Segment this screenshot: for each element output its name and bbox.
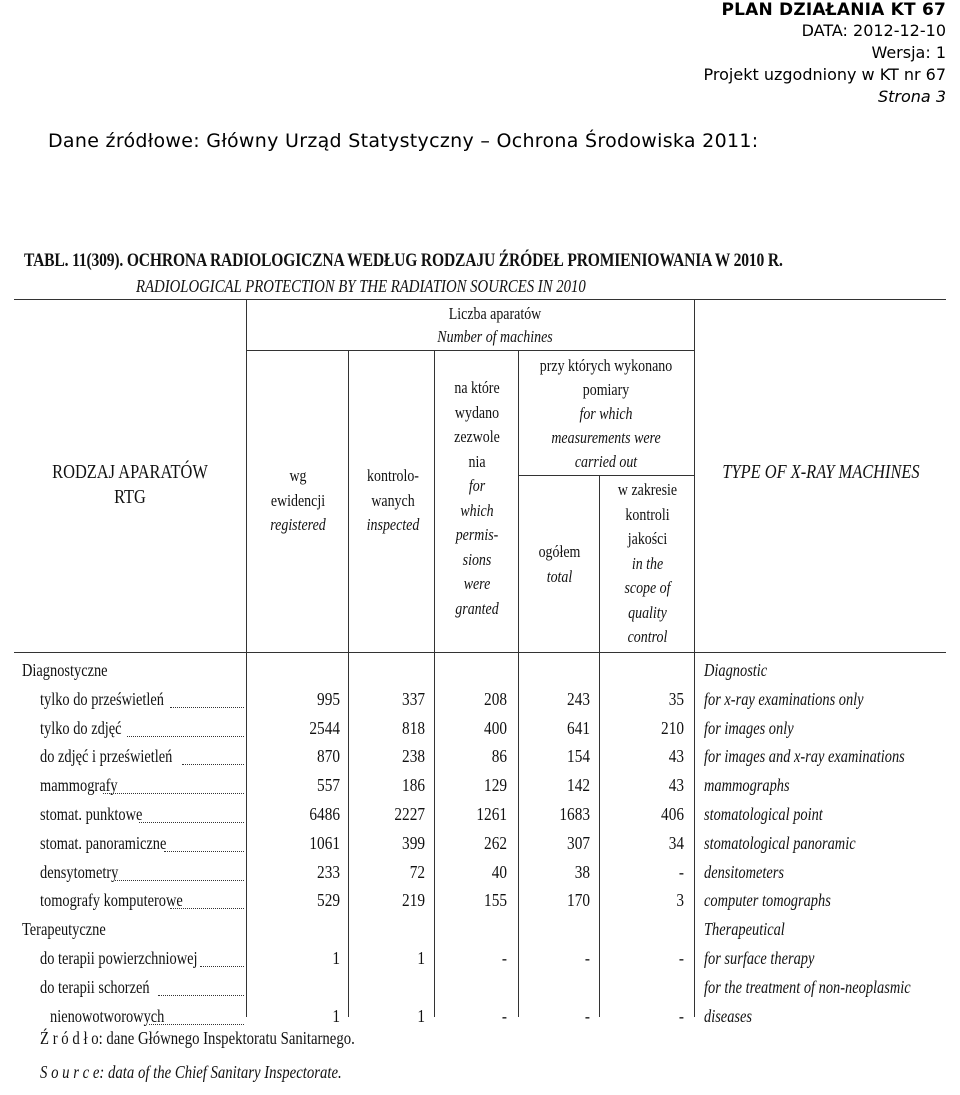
row-label-en: for images only	[704, 717, 794, 738]
table-row	[0, 977, 960, 1006]
leader-dots	[115, 879, 244, 881]
col-perm-l3: zezwole	[454, 427, 500, 446]
cell-value: 142	[567, 775, 590, 796]
table-row	[0, 948, 960, 977]
row-label-en: for the treatment of non-neoplasmic	[704, 976, 911, 997]
row-label: do terapii schorzeń	[40, 976, 150, 997]
row-label: tylko do zdjęć	[40, 717, 122, 738]
document-date: DATA: 2012-12-10	[801, 21, 946, 40]
col-meas-l1: przy których wykonano	[539, 356, 673, 375]
cell-value: 6486	[309, 804, 340, 824]
col-quality	[609, 478, 685, 650]
top-rule	[14, 299, 946, 300]
cell-value: 818	[402, 717, 425, 738]
cell-value: -	[678, 1005, 684, 1026]
col-perm-l6: which	[460, 500, 494, 520]
row-label-en: diseases	[704, 1005, 752, 1026]
col-group-header	[393, 302, 598, 348]
leader-dots	[139, 821, 244, 823]
col-perm-l8: sions	[462, 549, 492, 569]
col-measured-group	[529, 354, 683, 474]
col-perm-l1: na które	[454, 378, 500, 397]
row-label-en: stomatological panoramic	[704, 832, 856, 853]
cell-value: 155	[484, 890, 507, 911]
col-qual-l5: scope of	[624, 578, 671, 597]
col-total-l2: total	[546, 566, 573, 586]
cell-value: 399	[402, 832, 425, 853]
cell-value: 1	[417, 1005, 425, 1026]
cell-value: 238	[402, 746, 425, 767]
measured-rule	[518, 475, 694, 476]
cell-value: 170	[567, 890, 590, 911]
cell-value: -	[678, 948, 684, 968]
cell-value: -	[584, 1005, 590, 1026]
row-label-en: for surface therapy	[704, 948, 815, 968]
col-meas-l4: measurements were	[551, 428, 661, 447]
col-qual-l7: control	[627, 627, 668, 646]
col-inspected-l1: kontrolo-	[367, 466, 419, 485]
row-label-en: for x-ray examinations only	[704, 688, 864, 709]
table-row	[0, 718, 960, 747]
row-label: tomografy komputerowe	[40, 890, 183, 911]
row-label: nienowotworowych	[50, 1005, 165, 1026]
row-label-en: stomatological point	[704, 804, 823, 824]
col-group-pl: Liczba aparatów	[448, 304, 542, 323]
row-label: do terapii powierzchniowej	[40, 948, 198, 968]
plan-title: PLAN DZIAŁANIA KT 67	[721, 0, 946, 20]
col-qual-l4: in the	[631, 553, 664, 573]
col-permissions	[443, 376, 510, 621]
col-perm-l4: nia	[468, 451, 486, 471]
cell-value: 529	[317, 890, 340, 911]
leader-dots	[149, 1023, 244, 1025]
col-qual-l2: kontroli	[625, 504, 670, 524]
cell-value: 406	[661, 804, 684, 824]
table-row	[0, 775, 960, 804]
table-subtitle: RADIOLOGICAL PROTECTION BY THE RADIATION SOURCES IN 2010	[136, 276, 586, 296]
row-label-en: Therapeutical	[704, 919, 785, 940]
leader-dots	[182, 763, 244, 765]
col-registered-l3: registered	[270, 515, 326, 534]
col-perm-l9: were	[463, 574, 491, 593]
cell-value: 400	[484, 717, 507, 738]
leader-dots	[164, 850, 244, 852]
cell-value: 307	[567, 832, 590, 853]
col-perm-l2: wydano	[454, 402, 500, 422]
row-label: do zdjęć i prześwietleń	[40, 746, 173, 767]
scanned-table	[0, 222, 960, 1095]
cell-value: 1061	[309, 832, 340, 853]
cell-value: 243	[567, 688, 590, 709]
cell-value: 72	[409, 861, 425, 882]
cell-value: 1	[417, 948, 425, 968]
col-perm-l5: for	[468, 476, 486, 495]
source-note-en: S o u r c e: data of the Chief Sanitary Inspectorate.	[40, 1062, 342, 1082]
header-bottom-rule	[14, 652, 946, 653]
table-row	[0, 746, 960, 775]
section-label: Terapeutyczne	[22, 919, 106, 940]
table-row	[0, 833, 960, 862]
cell-value: 34	[668, 832, 684, 853]
row-label: stomat. punktowe	[40, 804, 143, 824]
cell-value: 43	[668, 746, 684, 767]
cell-value: -	[584, 948, 590, 968]
cell-value: 154	[567, 746, 590, 767]
row-label-en: densitometers	[704, 861, 784, 882]
cell-value: -	[501, 948, 507, 968]
col-qual-l3: jakości	[627, 529, 668, 548]
cell-value: 35	[668, 688, 684, 709]
cell-value: 86	[491, 746, 507, 767]
cell-value: 262	[484, 832, 507, 853]
col-inspected-l2: wanych	[371, 490, 415, 510]
table-row	[0, 862, 960, 891]
leader-dots	[158, 994, 244, 996]
col-qual-l6: quality	[628, 602, 667, 622]
page-number: Strona 3	[877, 87, 946, 106]
col-inspected-l3: inspected	[366, 515, 420, 534]
col-total	[527, 540, 592, 589]
cell-value: 219	[402, 890, 425, 911]
leader-dots	[170, 706, 244, 708]
col-group-en: Number of machines	[437, 327, 553, 346]
cell-value: 995	[317, 688, 340, 709]
col-meas-l5: carried out	[574, 452, 638, 471]
document-header	[704, 0, 946, 108]
cell-value: -	[678, 861, 684, 882]
col-perm-l7: permis-	[455, 525, 499, 544]
row-label: mammografy	[40, 775, 118, 796]
cell-value: -	[501, 1005, 507, 1026]
col-registered	[259, 464, 338, 538]
col-qual-l1: w zakresie	[617, 480, 678, 499]
leader-dots	[103, 792, 244, 794]
leader-dots	[127, 735, 244, 737]
cell-value: 129	[484, 775, 507, 796]
cell-value: 2227	[394, 804, 425, 824]
stub-header-en: TYPE OF X-RAY MACHINES	[722, 461, 920, 483]
cell-value: 870	[317, 746, 340, 767]
leader-dots	[200, 965, 244, 967]
table-row	[0, 804, 960, 833]
cell-value: 208	[484, 688, 507, 709]
col-inspected	[359, 464, 426, 538]
cell-value: 641	[567, 717, 590, 738]
group-rule	[246, 350, 694, 351]
col-registered-l1: wg	[289, 466, 307, 485]
document-version: Wersja: 1	[871, 43, 946, 62]
cell-value: 1	[332, 948, 340, 968]
project-note: Projekt uzgodniony w KT nr 67	[703, 65, 946, 84]
row-label-en: Diagnostic	[704, 660, 768, 680]
table-row	[0, 890, 960, 919]
section-label: Diagnostyczne	[22, 660, 108, 680]
cell-value: 40	[491, 861, 507, 882]
cell-value: 1683	[559, 804, 590, 824]
col-registered-l2: ewidencji	[270, 490, 326, 510]
cell-value: 233	[317, 861, 340, 882]
table-title: TABL. 11(309). OCHRONA RADIOLOGICZNA WEDŁUG RODZAJU ŹRÓDEŁ PROMIENIOWANIA W 2010 R.	[24, 250, 783, 271]
row-label: densytometry	[40, 861, 119, 882]
row-label: stomat. panoramiczne	[40, 832, 167, 853]
cell-value: 186	[402, 775, 425, 796]
cell-value: 1	[332, 1005, 340, 1026]
col-meas-l3: for which	[579, 404, 633, 423]
col-total-l1: ogółem	[538, 542, 581, 561]
cell-value: 2544	[309, 717, 340, 738]
cell-value: 557	[317, 775, 340, 796]
cell-value: 43	[668, 775, 684, 796]
cell-value: 210	[661, 717, 684, 738]
cell-value: 38	[574, 861, 590, 882]
table-row	[0, 689, 960, 718]
row-label-en: computer tomographs	[704, 890, 831, 911]
col-perm-l10: granted	[455, 598, 499, 618]
cell-value: 1261	[476, 804, 507, 824]
stub-header: RODZAJ APARATÓW RTG	[52, 461, 208, 508]
row-label-en: for images and x-ray examinations	[704, 746, 905, 767]
col-meas-l2: pomiary	[582, 380, 630, 399]
cell-value: 3	[676, 890, 684, 911]
row-label-en: mammographs	[704, 775, 790, 796]
cell-value: 337	[402, 688, 425, 709]
table-row	[0, 919, 960, 948]
table-row	[0, 660, 960, 689]
row-label: tylko do prześwietleń	[40, 688, 164, 709]
source-intro: Dane źródłowe: Główny Urząd Statystyczny – Ochrona Środowiska 2011:	[48, 130, 759, 152]
leader-dots	[170, 907, 244, 909]
source-note-pl: Ź r ó d ł o: dane Głównego Inspektoratu Sanitarnego.	[40, 1028, 355, 1048]
